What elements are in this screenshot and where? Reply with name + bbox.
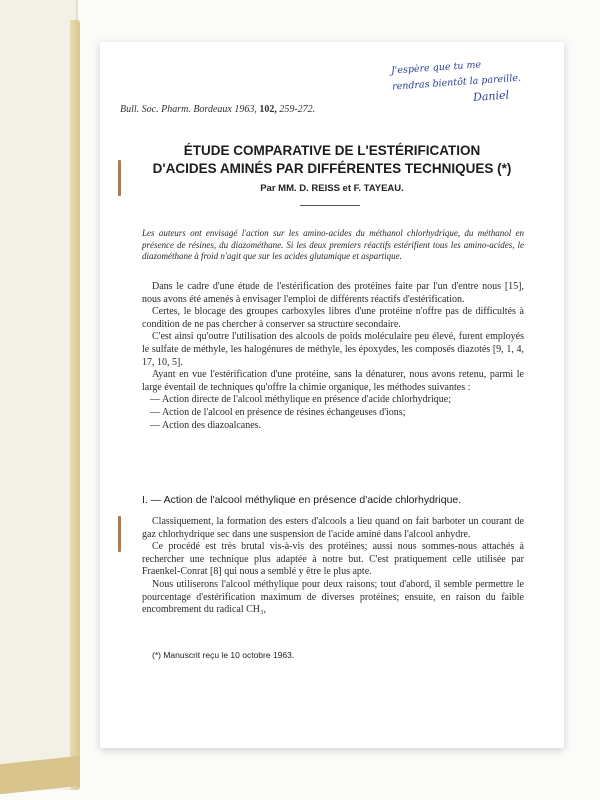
footnote: (*) Manuscrit reçu le 10 octobre 1963. [152, 650, 295, 660]
method-item: — Action de l'alcool en présence de résines échangeuses d'ions; [150, 406, 406, 418]
title-divider [300, 205, 360, 206]
method-item: — Action des diazoalcanes. [150, 419, 262, 431]
journal-name: Bull. Soc. Pharm. Bordeaux [120, 104, 232, 115]
adjacent-book [0, 0, 78, 790]
title-line-1: ÉTUDE COMPARATIVE DE L'ESTÉRIFICATION [183, 143, 481, 158]
dedication-line-1: J'espère que tu me [390, 59, 482, 77]
journal-pages: 259-272. [279, 104, 316, 115]
section-text [142, 516, 524, 617]
article-abstract: Les auteurs ont envisagé l'action sur les amino-acides du méthanol chlorhydrique, du méthanol en présence de résines, du diazométhane. Si les deux premiers réactifs estérifient tous les amino-acides, le diazométhane à froid n'agit que sur les acides glutamique et aspartique. [142, 228, 524, 261]
dedication-signature: Daniel [472, 88, 510, 104]
paragraph: Dans le cadre d'une étude de l'estérification des protéines faite par l'un d'entre nous [15], nous avons été amenés à envisager l'emploi de différents réactifs d'estérification. [142, 281, 524, 305]
paragraph: Ayant en vue l'estérification d'une protéine, sans la dénaturer, nous avons retenu, parmi le large éventail de techniques qu'offre la chimie organique, les méthodes suivantes : [142, 369, 524, 393]
section-heading: I. — Action de l'alcool méthylique en présence d'acide chlorhydrique. [142, 494, 462, 506]
methods-list [142, 394, 524, 432]
journal-volume: 102, [259, 104, 277, 115]
journal-year: 1963, [234, 104, 257, 115]
staple-top [118, 160, 121, 196]
staple-bottom [118, 516, 121, 552]
book-page-edge [70, 20, 80, 790]
journal-reference [120, 104, 420, 115]
paragraph: Certes, le blocage des groupes carboxyles libres d'une protéine n'offre pas de difficultés à condition de ne pas chercher à conserver sa structure secondaire. [142, 306, 524, 330]
article-authors: Par MM. D. REISS et F. TAYEAU. [260, 183, 404, 194]
dedication-line-2: rendras bientôt la pareille. [391, 72, 522, 93]
article-title [130, 142, 534, 178]
introduction-text [142, 281, 524, 432]
paragraph: Classiquement, la formation des esters d'alcools a lieu quand on fait barboter un courant de gaz chlorhydrique sec dans une suspension de l'acide aminé dans l'alcool anhydre. [142, 516, 524, 540]
title-line-2: D'ACIDES AMINÉS PAR DIFFÉRENTES TECHNIQUES (*) [152, 161, 512, 176]
paragraph: C'est ainsi qu'outre l'utilisation des alcools de poids moléculaire peu élevé, furent employés le sulfate de méthyle, les halogénures de méthyle, les époxydes, les composés diazotés [9, 1, 4, 17, 10, 5]. [142, 331, 524, 368]
paragraph: Nous utiliserons l'alcool méthylique pour deux raisons; tout d'abord, il semble permettre le pourcentage d'estérification maximum de diverses protéines; ensuite, en raison du faible encombrement du radical CH₃, [142, 578, 524, 616]
paragraph: Ce procédé est très brutal vis-à-vis des protéines; aussi nous sommes-nous attachés à rechercher une technique plus adaptée à notre but. C'est pratiquement celle utilisée par Fraenkel-Conrat [8] qui nous a semblé y être le plus apte. [142, 541, 524, 578]
method-item: — Action directe de l'alcool méthylique en présence d'acide chlorhydrique; [150, 394, 451, 406]
